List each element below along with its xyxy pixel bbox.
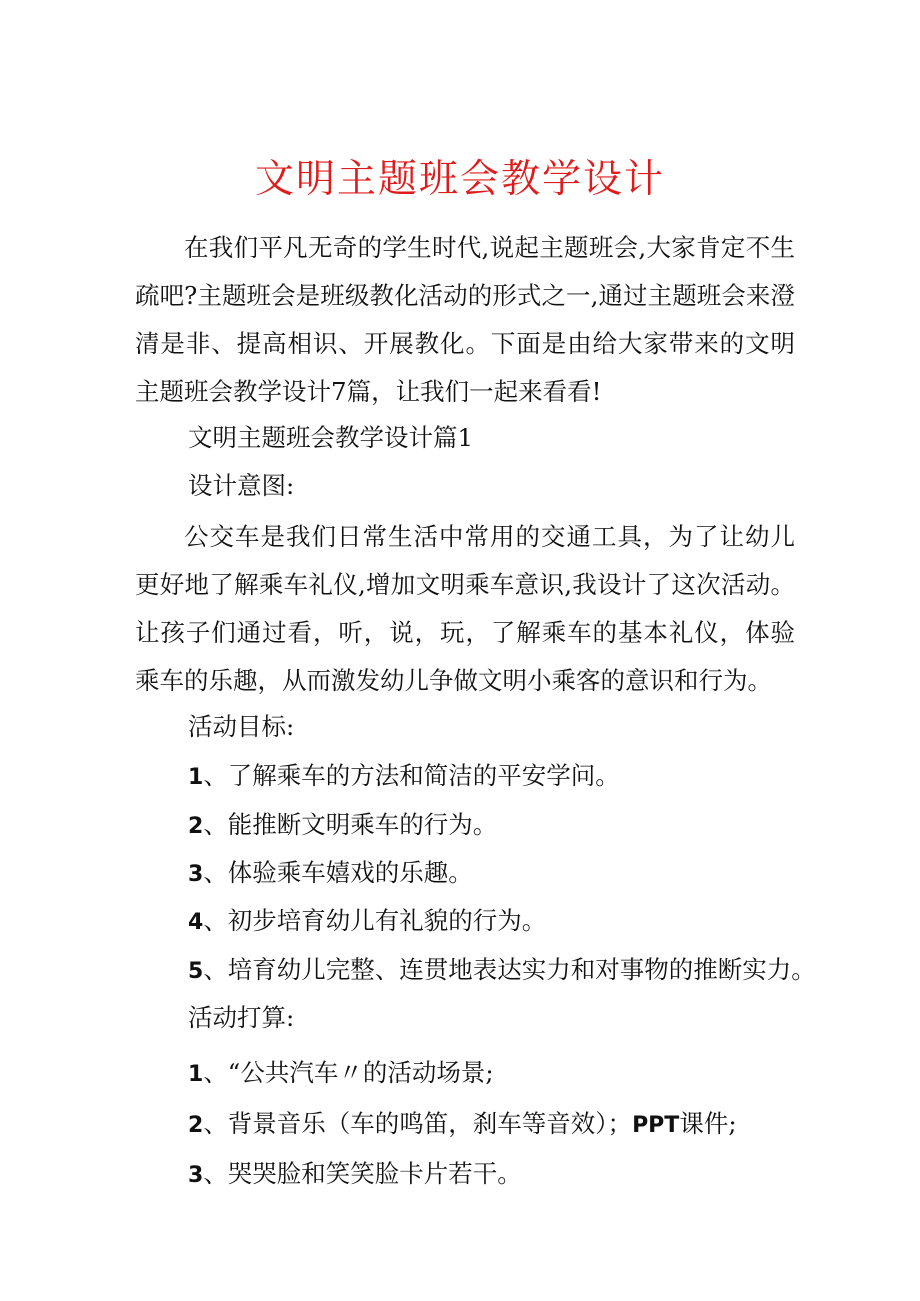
prep-number: 2	[188, 1113, 204, 1138]
prep-item	[188, 1053, 888, 1095]
prep-number: 3	[188, 1163, 204, 1188]
goals-label: 活动目标:	[188, 712, 295, 741]
prep-item	[188, 1154, 888, 1196]
goal-number: 4	[188, 910, 204, 935]
prep-text: 、背景音乐（车的鸣笛，刹车等音效）；	[203, 1109, 633, 1138]
goal-text: 、初步培育幼儿有礼貌的行为。	[203, 906, 547, 935]
goal-item	[188, 853, 888, 895]
intro-paragraph: 在我们平凡无奇的学生时代,说起主题班会,大家肯定不生疏吧?主题班会是班级教化活动的形式之一,通过主题班会来澄清是非、提高相识、开展教化。下面是由给大家带来的文明主题班会教学设计7篇，让我们一起来看看!	[135, 233, 795, 406]
goal-number: 1	[188, 765, 204, 790]
goal-number: 3	[188, 862, 204, 887]
design-intent-label: 设计意图:	[188, 471, 295, 500]
prep-text: 、“公共汽车〃的活动场景;	[203, 1058, 494, 1087]
prep-text: 、哭哭脸和笑笑脸卡片若干。	[203, 1159, 522, 1188]
prep-extra-text: 课件;	[679, 1109, 737, 1138]
goal-item	[188, 950, 888, 992]
goal-text: 、培育幼儿完整、连贯地表达实力和对事物的推断实力。	[203, 955, 816, 984]
goal-text: 、了解乘车的方法和简洁的平安学问。	[203, 761, 620, 790]
prep-label: 活动打算:	[188, 1003, 295, 1032]
design-intent-paragraph: 公交车是我们日常生活中常用的交通工具，为了让幼儿更好地了解乘车礼仪,增加文明乘车意识,我设计了这次活动。让孩子们通过看，听，说，玩，了解乘车的基本礼仪，体验乘车的乐趣，从而激发幼儿争做文明小乘客的意识和行为。	[135, 522, 795, 695]
goal-text: 、体验乘车嬉戏的乐趣。	[203, 858, 473, 887]
goal-item	[188, 756, 888, 798]
goal-item	[188, 901, 888, 943]
section-heading	[188, 418, 888, 458]
goal-text: 、能推断文明乘车的行为。	[203, 810, 498, 839]
section-heading-text: 文明主题班会教学设计篇1	[188, 423, 474, 452]
goal-number: 5	[188, 959, 204, 984]
goal-number: 2	[188, 814, 204, 839]
goal-item	[188, 805, 888, 847]
prep-item	[188, 1104, 888, 1146]
prep-ppt-label: PPT	[632, 1113, 680, 1138]
prep-number: 1	[188, 1062, 204, 1087]
document-title: 文明主题班会教学设计	[254, 157, 665, 202]
